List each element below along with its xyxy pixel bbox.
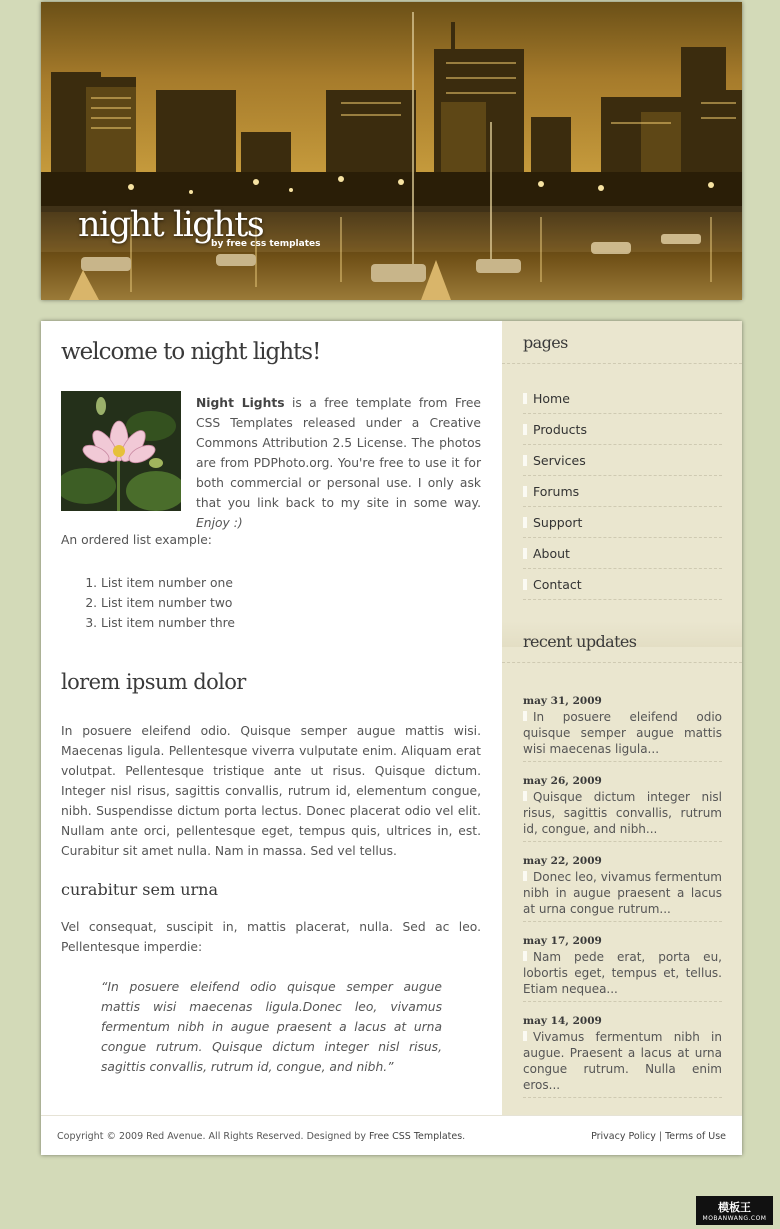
bullet-icon [523, 548, 527, 559]
site-tagline: by free css templates [211, 239, 321, 249]
update-date: may 31, 2009 [523, 695, 602, 707]
update-date: may 22, 2009 [523, 855, 602, 867]
update-date: may 14, 2009 [523, 1015, 602, 1027]
bullet-icon [523, 711, 527, 721]
designer-link[interactable]: Free CSS Templates [368, 1131, 463, 1142]
lotus-photo [61, 391, 181, 511]
nav-item-products[interactable] [523, 414, 722, 445]
link-separator: | [655, 1131, 666, 1142]
nav-link-about[interactable]: About [533, 545, 570, 561]
pages-heading: pages [523, 333, 568, 352]
nav-item-support[interactable] [523, 507, 722, 538]
intro-brand: Night Lights [196, 396, 285, 410]
page-title: welcome to night lights! [61, 339, 321, 365]
list-item: 1. List item number one [101, 573, 235, 593]
nav-link-home[interactable]: Home [533, 390, 570, 406]
nav-link-products[interactable]: Products [533, 421, 587, 437]
bullet-icon [523, 424, 527, 435]
ordered-list [79, 573, 235, 633]
divider [502, 662, 742, 663]
footer [41, 1115, 742, 1156]
page-container [41, 321, 742, 1155]
lorem-paragraph: In posuere eleifend odio. Quisque semper augue mattis wisi. Maecenas ligula. Pellentesque viverra vulputate enim. Aliquam erat volutpat. Pellentesque tristique ante ut risus. Quisque dictum. Integer nisl risus, sagittis convallis, rutrum id, elementum congue, nibh. Suspendisse dictum porta lectus. Donec placerat odio vel elit. Nullam ante orci, pellentesque eget, tempus quis, ultrices in, est. Curabitur sit amet nulla. Nam in massa. Sed vel tellus. [61, 724, 481, 858]
intro-text: is a free template from Free CSS Templates released under a Creative Commons Attribution 2.5 License. The photos are from PDPhoto.org. You're free to use it for both commercial or personal use. I only ask that you link back to my site in some way. [196, 396, 482, 510]
update-text-wrap[interactable] [523, 869, 722, 917]
update-item [523, 1013, 722, 1098]
bullet-icon [523, 579, 527, 590]
bullet-icon [523, 1031, 527, 1041]
watermark-subtitle: MOBANWANG.COM [702, 1215, 767, 1222]
update-date: may 17, 2009 [523, 935, 602, 947]
sidebar [502, 321, 742, 1115]
terms-of-use-link[interactable]: Terms of Use [665, 1131, 726, 1142]
main-content [41, 321, 502, 1115]
site-logo[interactable]: night lights [78, 205, 264, 245]
update-text[interactable]: Vivamus fermentum nibh in augue. Praesent a lacus at urna congue rutrum. Nulla enim eros... [523, 1030, 722, 1092]
update-text[interactable]: Nam pede erat, porta eu, lobortis eget, tempus et, tellus. Etiam nequea... [523, 950, 722, 996]
update-item [523, 773, 722, 842]
bullet-icon [523, 393, 527, 404]
update-item [523, 933, 722, 1002]
bullet-icon [523, 517, 527, 528]
ordered-list-intro: An ordered list example: [61, 533, 212, 547]
bullet-icon [523, 951, 527, 961]
list-item: 3. List item number thre [101, 613, 235, 633]
nav-link-contact[interactable]: Contact [533, 576, 582, 592]
copyright-text: Copyright © 2009 Red Avenue. All Rights Reserved. Designed by [57, 1131, 369, 1142]
update-text[interactable]: Donec leo, vivamus fermentum nibh in augue praesent a lacus at urna congue rutrum... [523, 870, 722, 916]
copyright-end: . [462, 1131, 466, 1142]
update-text[interactable]: Quisque dictum integer nisl risus, sagittis convallis, rutrum id, congue, and nibh... [523, 790, 722, 836]
nav-item-contact[interactable] [523, 569, 722, 600]
nav-item-home[interactable] [523, 383, 722, 414]
copyright [57, 1131, 465, 1142]
recent-updates-list [523, 693, 722, 1109]
pages-nav [523, 383, 722, 600]
nav-item-forums[interactable] [523, 476, 722, 507]
update-text-wrap[interactable] [523, 1029, 722, 1093]
nav-link-forums[interactable]: Forums [533, 483, 580, 499]
bullet-icon [523, 486, 527, 497]
city-night-photo [41, 2, 742, 300]
bullet-icon [523, 791, 527, 801]
bullet-icon [523, 455, 527, 466]
intro-paragraph [196, 393, 481, 533]
nav-item-about[interactable] [523, 538, 722, 569]
update-item [523, 853, 722, 922]
update-text-wrap[interactable] [523, 709, 722, 757]
nav-link-services[interactable]: Services [533, 452, 586, 468]
update-text[interactable]: In posuere eleifend odio quisque semper augue mattis wisi maecenas ligula... [523, 710, 722, 756]
blockquote: “In posuere eleifend odio quisque semper augue mattis wisi maecenas ligula.Donec leo, vivamus fermentum nibh in augue praesent a lacus at urna congue rutrum. Quisque dictum integer nisl risus, sagittis convallis, rutrum id, congue, and nibh.” [101, 980, 442, 1074]
section-heading-lorem: lorem ipsum dolor [61, 670, 246, 694]
nav-item-services[interactable] [523, 445, 722, 476]
update-date: may 26, 2009 [523, 775, 602, 787]
watermark-title: 模板王 [718, 1201, 751, 1214]
update-text-wrap[interactable] [523, 789, 722, 837]
list-item: 2. List item number two [101, 593, 235, 613]
recent-updates-heading: recent updates [523, 632, 637, 651]
site-watermark [696, 1196, 773, 1225]
header-banner [41, 2, 742, 300]
section-heading-curabitur: curabitur sem urna [61, 880, 219, 899]
divider [502, 363, 742, 364]
nav-link-support[interactable]: Support [533, 514, 583, 530]
curabitur-paragraph: Vel consequat, suscipit in, mattis placerat, nulla. Sed ac leo. Pellentesque imperdie: [61, 920, 481, 954]
intro-enjoy: Enjoy :) [196, 516, 243, 530]
bullet-icon [523, 871, 527, 881]
update-text-wrap[interactable] [523, 949, 722, 997]
privacy-policy-link[interactable]: Privacy Policy [591, 1131, 656, 1142]
legal-links [591, 1131, 726, 1142]
update-item [523, 693, 722, 762]
